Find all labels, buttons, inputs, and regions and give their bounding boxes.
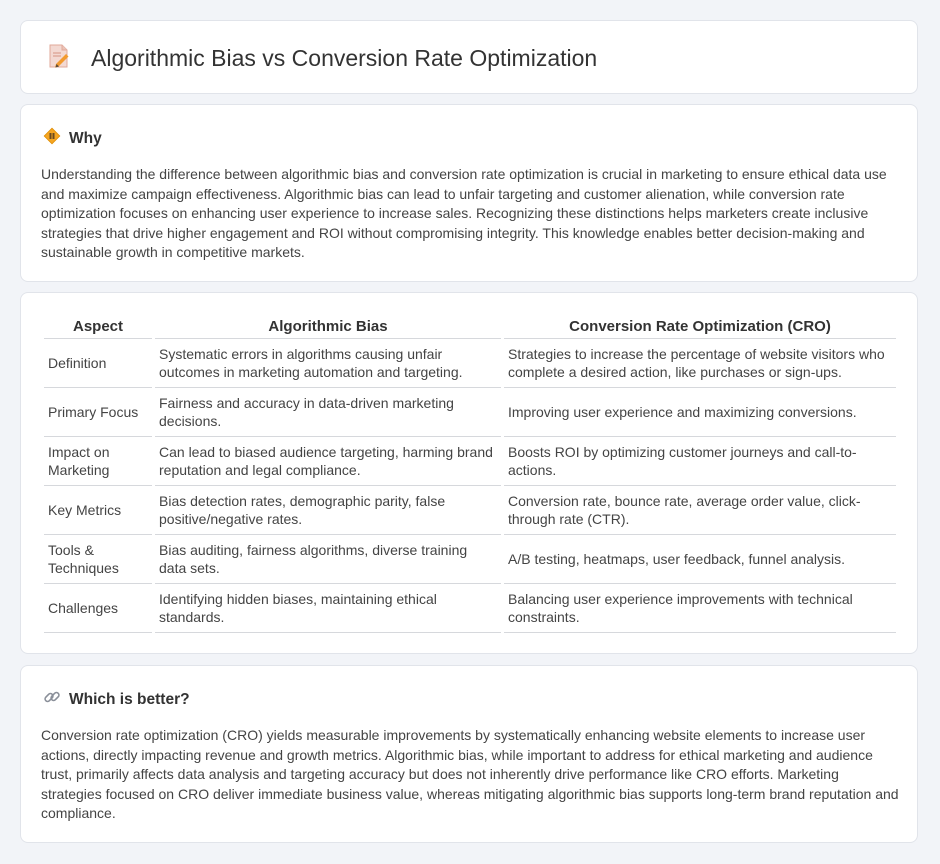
table-row xyxy=(44,388,896,437)
better-body: Conversion rate optimization (CRO) yields measurable improvements by systematically enhancing website elements to increase user actions, directly impacting revenue and growth metrics. Algorithmic bias, while important to address for ethical marketing and audience trust, primarily affects data analysis and targeting accuracy but does not inherently drive performance like CRO efforts. Marketing strategies focused on CRO deliver immediate business value, whereas mitigating algorithmic bias supports long-term brand reputation and compliance. xyxy=(41,727,899,822)
aspect-cell: Challenges xyxy=(44,584,152,633)
better-section xyxy=(20,665,918,843)
column-header: Conversion Rate Optimization (CRO) xyxy=(504,315,896,339)
bias-cell: Bias detection rates, demographic parity, false positive/negative rates. xyxy=(155,486,501,535)
table-row xyxy=(44,584,896,633)
better-heading: Which is better? xyxy=(69,690,190,708)
bias-cell: Identifying hidden biases, maintaining ethical standards. xyxy=(155,584,501,633)
cro-cell: Boosts ROI by optimizing customer journeys and call-to-actions. xyxy=(504,437,896,486)
bias-cell: Can lead to biased audience targeting, harming brand reputation and legal compliance. xyxy=(155,437,501,486)
comparison-table xyxy=(41,315,899,633)
aspect-cell: Tools & Techniques xyxy=(44,535,152,584)
table-row xyxy=(44,437,896,486)
cro-cell: Conversion rate, bounce rate, average order value, click-through rate (CTR). xyxy=(504,486,896,535)
page-title: Algorithmic Bias vs Conversion Rate Optimization xyxy=(91,45,598,71)
document-pencil-icon xyxy=(47,43,71,74)
table-header-row xyxy=(44,315,896,339)
column-header: Algorithmic Bias xyxy=(155,315,501,339)
table-row xyxy=(44,486,896,535)
why-section xyxy=(20,104,918,282)
cro-cell: A/B testing, heatmaps, user feedback, funnel analysis. xyxy=(504,535,896,584)
link-icon xyxy=(43,688,61,711)
comparison-section xyxy=(20,292,918,654)
cro-cell: Strategies to increase the percentage of website visitors who complete a desired action, like purchases or sign-ups. xyxy=(504,339,896,388)
diamond-sign-icon xyxy=(43,127,61,150)
title-card xyxy=(20,20,918,94)
column-header: Aspect xyxy=(44,315,152,339)
aspect-cell: Impact on Marketing xyxy=(44,437,152,486)
cro-cell: Balancing user experience improvements with technical constraints. xyxy=(504,584,896,633)
bias-cell: Systematic errors in algorithms causing unfair outcomes in marketing automation and targeting. xyxy=(155,339,501,388)
why-heading: Why xyxy=(69,129,102,147)
table-row xyxy=(44,339,896,388)
aspect-cell: Key Metrics xyxy=(44,486,152,535)
bias-cell: Fairness and accuracy in data-driven marketing decisions. xyxy=(155,388,501,437)
why-body: Understanding the difference between algorithmic bias and conversion rate optimization is crucial in marketing to ensure ethical data use and maximize campaign effectiveness. Algorithmic bias can lead to unfair targeting and customer alienation, while conversion rate optimization focuses on enhancing user experience to increase sales. Recognizing these distinctions helps marketers create inclusive strategies that drive higher engagement and ROI without compromising integrity. This knowledge enables better decision-making and sustainable growth in competitive markets. xyxy=(41,166,887,261)
table-row xyxy=(44,535,896,584)
bias-cell: Bias auditing, fairness algorithms, diverse training data sets. xyxy=(155,535,501,584)
aspect-cell: Primary Focus xyxy=(44,388,152,437)
cro-cell: Improving user experience and maximizing conversions. xyxy=(504,388,896,437)
aspect-cell: Definition xyxy=(44,339,152,388)
